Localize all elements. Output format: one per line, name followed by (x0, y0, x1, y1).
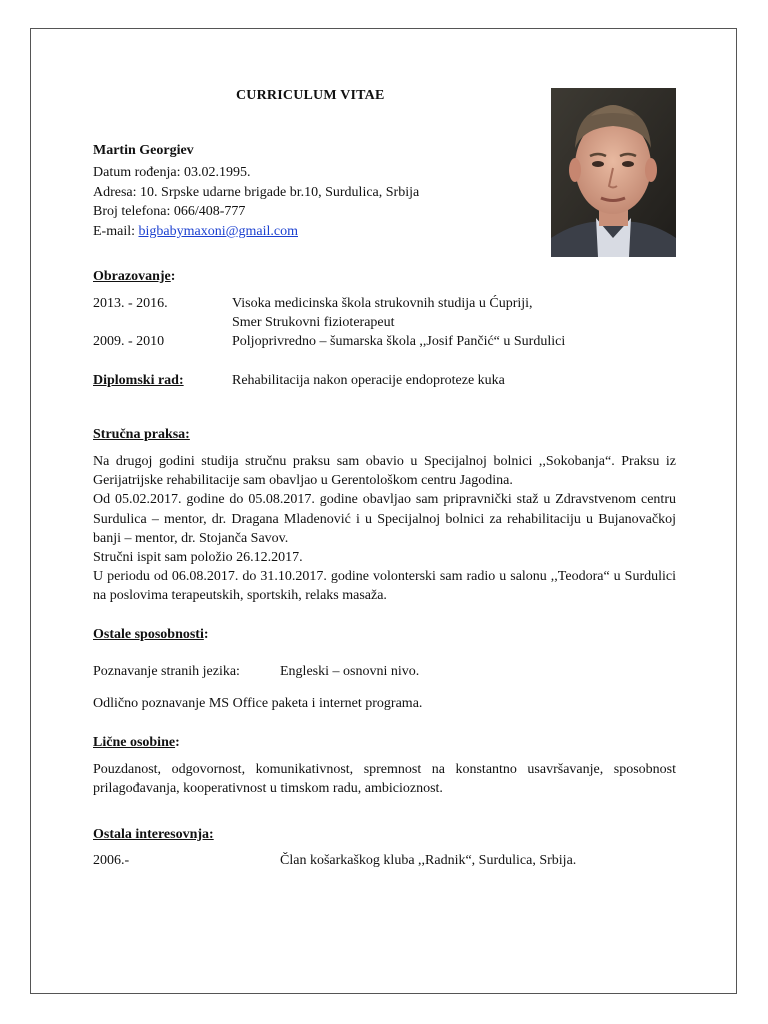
education-heading-colon: : (170, 269, 176, 284)
email-line (93, 222, 298, 242)
education-heading (93, 267, 175, 287)
practice-heading: Stručna praksa: (93, 427, 190, 442)
person-name: Martin Georgiev (93, 143, 194, 158)
document-title: CURRICULUM VITAE (236, 88, 385, 103)
interests-heading: Ostala interesovnja: (93, 827, 214, 842)
languages-label: Poznavanje stranih jezika: (93, 664, 240, 679)
computer-skills: Odlično poznavanje MS Office paketa i internet programa. (93, 696, 423, 711)
traits-heading-colon: : (175, 735, 180, 750)
traits-text: Pouzdanost, odgovornost, komunikativnost, spremnost na konstantno usavršavanje, sposobnost prilagođavanja, kooperativnost u timskom radu, ambicioznost. (93, 762, 676, 797)
skills-heading-text: Ostale sposobnosti (93, 627, 204, 642)
traits-heading (93, 733, 180, 753)
education-heading-text: Obrazovanje (93, 269, 171, 284)
practice-paragraph: U periodu od 06.08.2017. do 31.10.2017. godine volonterski sam radio u salonu ,,Teodora“ u Surdulici na poslovima terapeutskih, sportskih, relaks masaža. (93, 569, 676, 604)
interests-text: Član košarkaškog kluba ,,Radnik“, Surdulica, Srbija. (280, 853, 577, 868)
practice-paragraph: Stručni ispit sam položio 26.12.2017. (93, 550, 303, 566)
skills-heading (93, 625, 209, 645)
address: Adresa: 10. Srpske udarne brigade br.10, Surdulica, Srbija (93, 185, 420, 200)
thesis-heading: Diplomski rad: (93, 373, 184, 388)
practice-paragraph: Na drugoj godini studija stručnu praksu sam obavio u Specijalnoj bolnici ,,Sokobanja“. Praksu iz Gerijatrijske rehabilitacije sam obavljao u Gerentološkom centru Jagodina. (93, 454, 676, 489)
practice-text (93, 452, 676, 606)
education-years-1: 2013. - 2016. (93, 296, 168, 311)
email-link[interactable]: bigbabymaxoni@gmail.com (138, 224, 298, 239)
practice-paragraph: Od 05.02.2017. godine do 05.08.2017. godine obavljao sam pripravnički staž u Zdravstvenom centru Surdulica – mentor, dr. Dragana Mladenović i u Specijalnoj bolnici za rehabilitaciju u Bujanovačkoj banji – mentor, dr. Stojanča Savov. (93, 492, 676, 546)
education-school-2: Poljoprivredno – šumarska škola ,,Josif Pančić“ u Surdulici (232, 334, 566, 349)
interests-year: 2006.- (93, 853, 130, 868)
languages-value: Engleski – osnovni nivo. (280, 664, 420, 679)
skills-heading-colon: : (203, 627, 209, 642)
education-school-1-program: Smer Strukovni fizioterapeut (232, 315, 395, 330)
profile-photo (551, 88, 676, 257)
education-school-1: Visoka medicinska škola strukovnih studija u Ćupriji, (232, 296, 533, 311)
thesis-title: Rehabilitacija nakon operacije endoproteze kuka (232, 373, 505, 388)
birth-date: Datum rođenja: 03.02.1995. (93, 165, 251, 180)
email-label: E-mail: (93, 224, 139, 239)
education-years-2: 2009. - 2010 (93, 334, 165, 349)
phone: Broj telefona: 066/408-777 (93, 204, 246, 219)
traits-heading-text: Lične osobine (93, 735, 176, 750)
